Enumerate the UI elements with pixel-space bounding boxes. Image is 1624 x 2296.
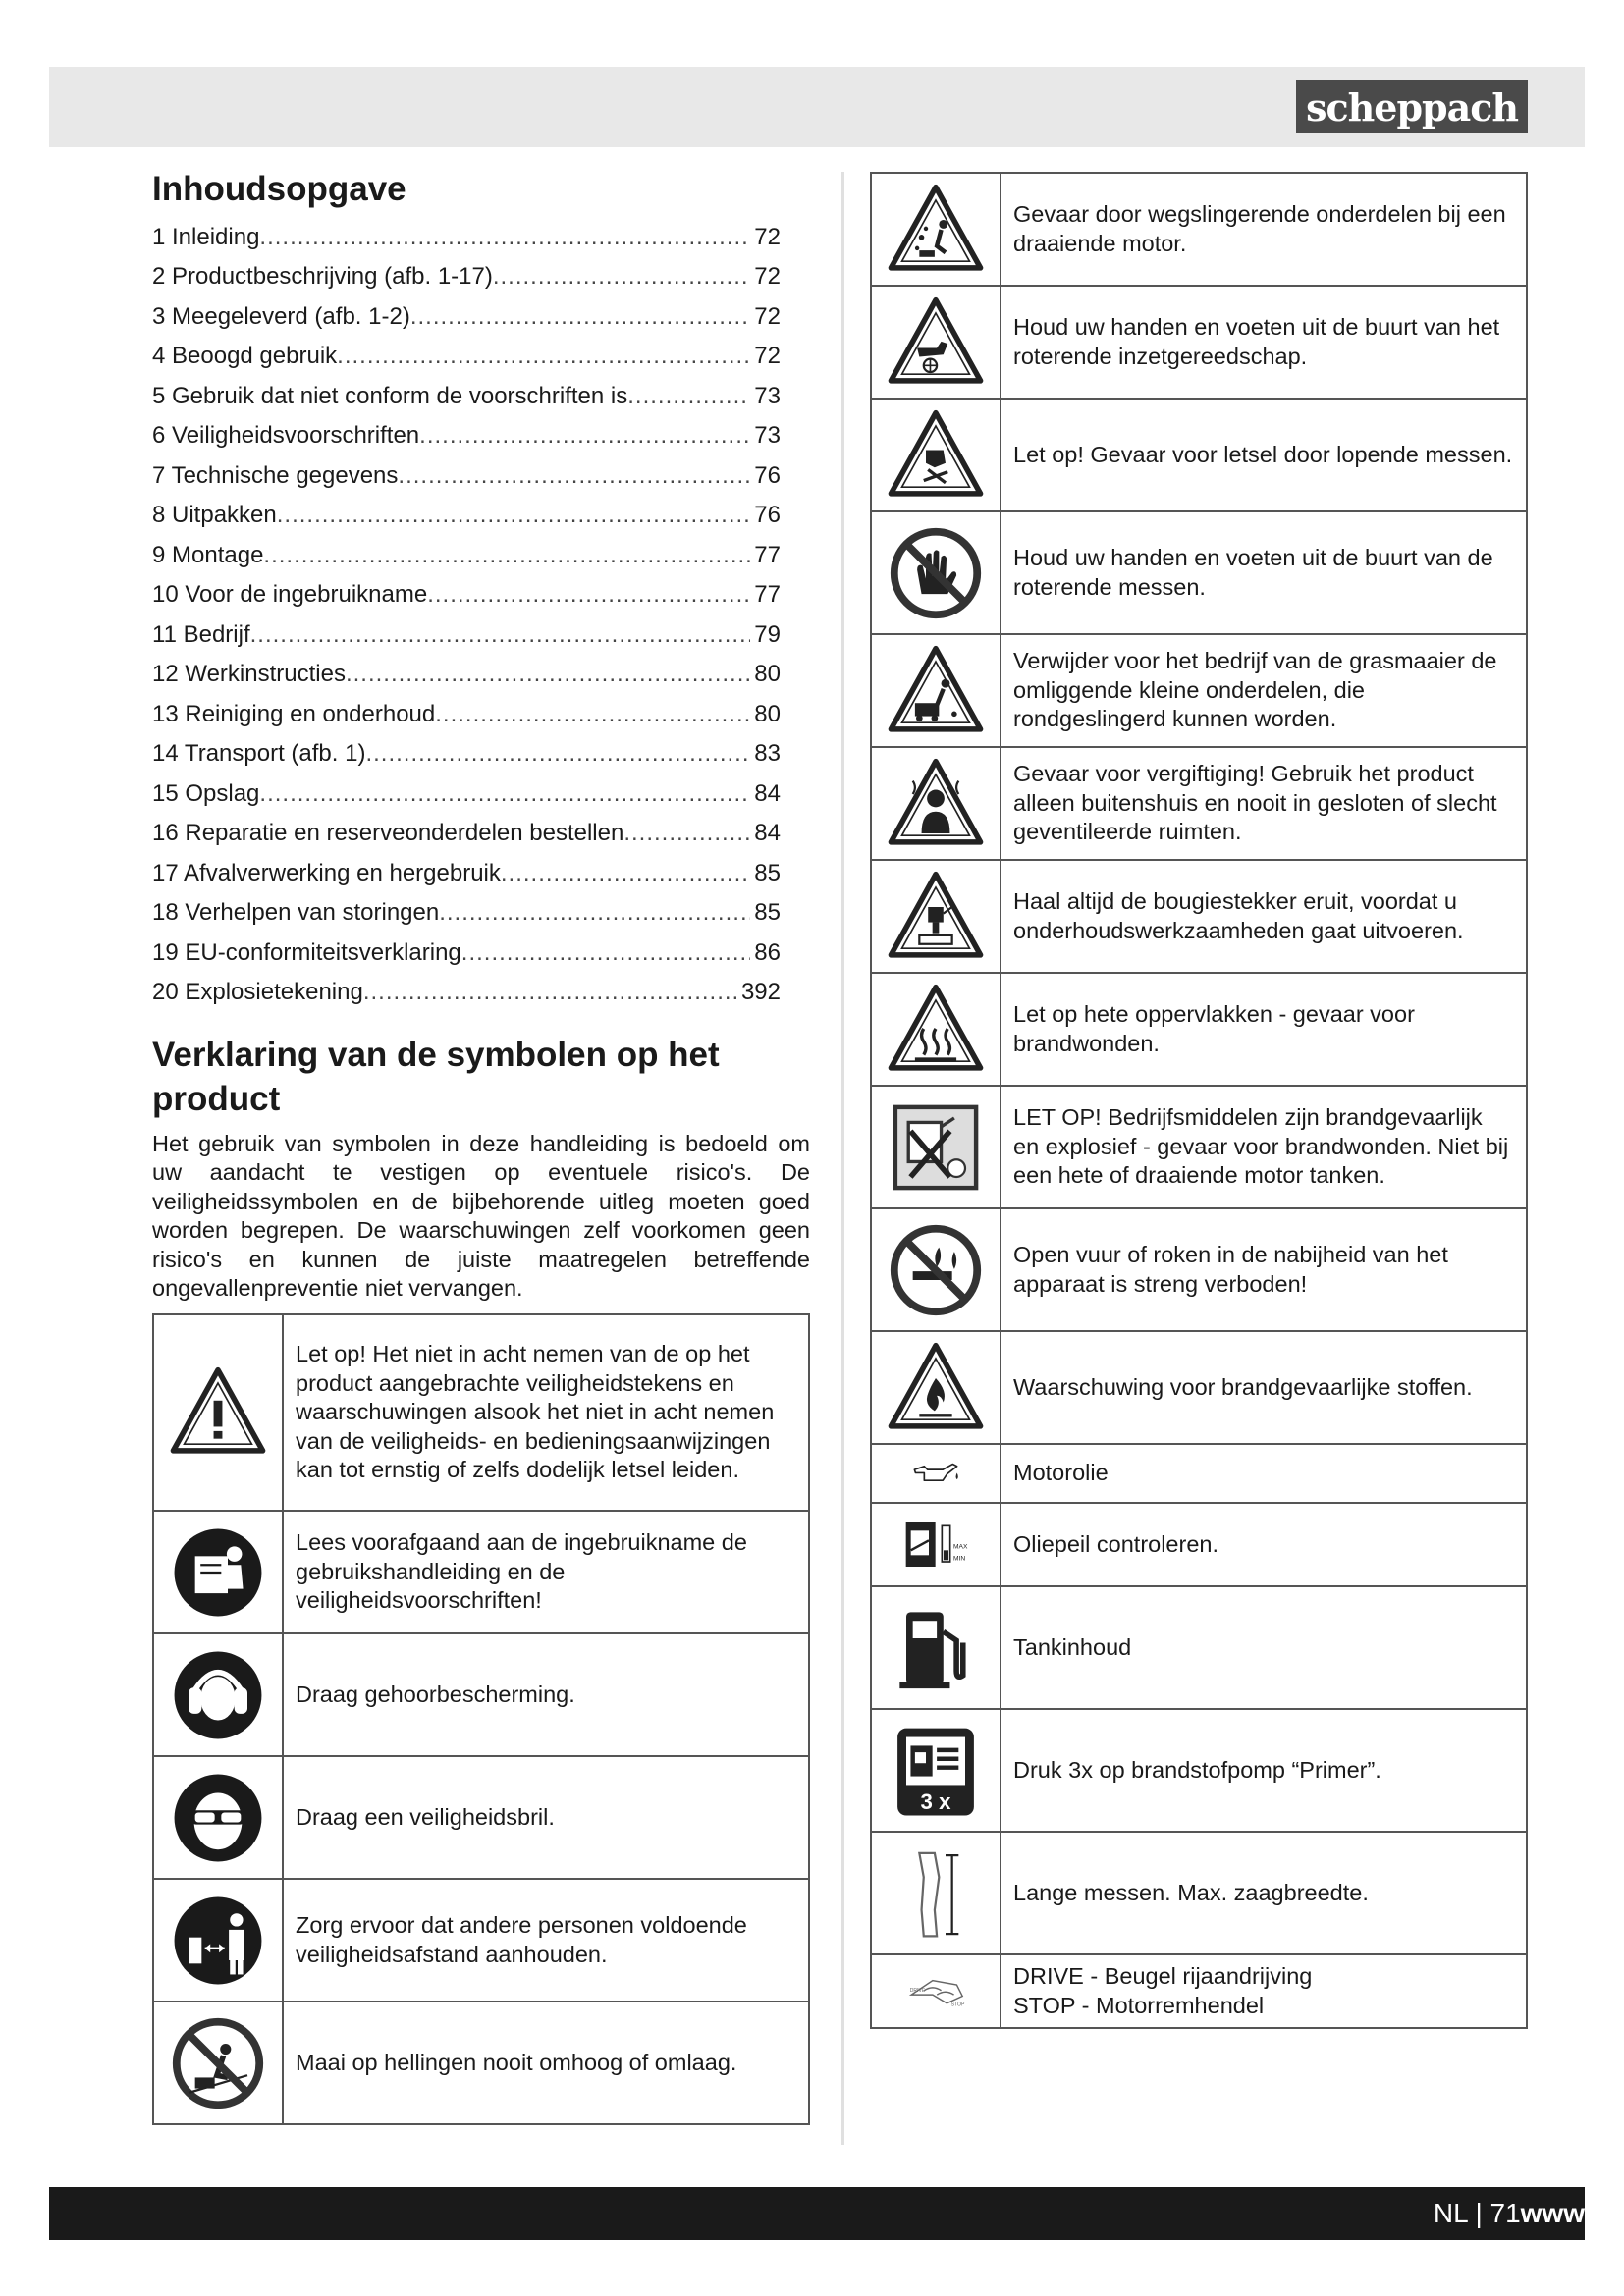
- symbol-row: [871, 1208, 1527, 1331]
- symbol-description: Haal altijd de bougiestekker eruit, voordat u onderhoudswerkzaamheden gaat uitvoeren.: [1001, 860, 1527, 973]
- remove-objects-icon: [872, 642, 1000, 740]
- symbol-row: [871, 1086, 1527, 1208]
- toc-leader-dots: [493, 257, 750, 297]
- symbol-icon-cell: [871, 747, 1001, 860]
- symbol-icon-cell: [871, 286, 1001, 399]
- blade-width-icon: [872, 1844, 1000, 1943]
- toc-item: [152, 814, 781, 854]
- toxic-fumes-icon: [872, 755, 1000, 853]
- toc-leader-dots: [259, 774, 750, 815]
- page-label: NL | 71: [1433, 2198, 1521, 2228]
- toc-item-text: 2 Productbeschrijving (afb. 1-17): [152, 263, 493, 290]
- footer-site: www: [1520, 2198, 1585, 2228]
- symbols-title: Verklaring van de symbolen op het product: [152, 1035, 720, 1118]
- toc-item-text: 11 Bedrijf: [152, 620, 250, 648]
- svg-text:MIN: MIN: [952, 1555, 965, 1563]
- toc-leader-dots: [410, 297, 750, 338]
- general-warning-icon: [154, 1363, 282, 1462]
- primer-icon: [872, 1722, 1000, 1820]
- symbol-description: Tankinhoud: [1001, 1586, 1527, 1709]
- left-symbol-table: [152, 1313, 810, 2125]
- toc-item-page: 83: [754, 740, 781, 767]
- toc-item-page: 72: [754, 223, 781, 250]
- toc-item: [152, 973, 781, 1013]
- toc-leader-dots: [277, 496, 751, 536]
- page-number: [1434, 2187, 1585, 2240]
- keep-hands-away-icon: [872, 524, 1000, 622]
- toc-item-text: 18 Verhelpen van storingen: [152, 899, 440, 926]
- toc-leader-dots: [427, 575, 750, 615]
- toc-item: [152, 456, 781, 497]
- symbol-icon-cell: [153, 1314, 283, 1511]
- safety-glasses-icon: [154, 1769, 282, 1867]
- svg-text:STOP: STOP: [950, 2002, 964, 2008]
- toc-item-page: 392: [740, 979, 781, 1005]
- symbol-description: Open vuur of roken in de nabijheid van het apparaat is streng verboden!: [1001, 1208, 1527, 1331]
- symbol-description: DRIVE - Beugel rijaandrijving STOP - Motorremhendel: [1001, 1954, 1527, 2028]
- symbol-description: Gevaar door wegslingerende onderdelen bij een draaiende motor.: [1001, 173, 1527, 286]
- flammable-icon: [872, 1339, 1000, 1437]
- toc-leader-dots: [627, 377, 750, 417]
- footer-bar: [49, 2187, 1585, 2240]
- symbol-row: [871, 634, 1527, 747]
- symbol-description: Let op hete oppervlakken - gevaar voor brandwonden.: [1001, 973, 1527, 1086]
- symbol-description: Draag een veiligheidsbril.: [283, 1756, 809, 1879]
- symbol-icon-cell: [871, 1709, 1001, 1832]
- read-manual-icon: [154, 1523, 282, 1622]
- column-divider: [841, 172, 844, 2145]
- hot-surface-icon: [872, 981, 1000, 1079]
- toc-leader-dots: [419, 416, 750, 456]
- symbol-description: Houd uw handen en voeten uit de buurt van het roterende inzetgereedschap.: [1001, 286, 1527, 399]
- toc-leader-dots: [439, 893, 750, 934]
- toc-item-page: 85: [754, 899, 781, 926]
- symbol-description: Motorolie: [1001, 1444, 1527, 1503]
- toc-item-page: 84: [754, 820, 781, 846]
- toc-leader-dots: [250, 615, 751, 656]
- toc-leader-dots: [461, 934, 751, 974]
- symbol-icon-cell: [871, 1586, 1001, 1709]
- toc-item-text: 16 Reparatie en reserveonderdelen bestellen: [152, 820, 624, 846]
- toc-item: [152, 734, 781, 774]
- symbol-icon-cell: [153, 1633, 283, 1756]
- toc-leader-dots: [365, 734, 750, 774]
- toc-leader-dots: [346, 655, 750, 695]
- symbol-description: Druk 3x op brandstofpomp “Primer”.: [1001, 1709, 1527, 1832]
- symbol-icon-cell: [871, 1832, 1001, 1954]
- symbol-row: [153, 1756, 809, 1879]
- hand-foot-tool-icon: [872, 294, 1000, 392]
- flying-debris-icon: [872, 181, 1000, 279]
- toc-item: [152, 893, 781, 934]
- symbol-row: [871, 511, 1527, 634]
- toc-item: [152, 496, 781, 536]
- toc-item-page: 73: [754, 422, 781, 449]
- symbol-description: Let op! Het niet in acht nemen van de op het product aangebrachte veiligheidstekens en waarschuwingen alsook het niet in acht nemen van de veiligheids- en bedieningsaanwijzingen kan tot ernstig of zelfs dodelijk letsel leiden.: [283, 1314, 809, 1511]
- symbol-icon-cell: [871, 1086, 1001, 1208]
- svg-text:DRIVE: DRIVE: [909, 1988, 925, 1995]
- symbol-row: [871, 286, 1527, 399]
- toc-item-text: 13 Reiniging en onderhoud: [152, 700, 436, 727]
- toc-leader-dots: [259, 218, 750, 258]
- toc-item-page: 84: [754, 779, 781, 807]
- no-slope-mowing-icon: [154, 2014, 282, 2112]
- symbol-description: LET OP! Bedrijfsmiddelen zijn brandgevaarlijk en explosief - gevaar voor brandwonden. Niet bij een hete of draaiende motor tanken.: [1001, 1086, 1527, 1208]
- toc-item-page: 73: [754, 382, 781, 409]
- toc-item-text: 1 Inleiding: [152, 223, 260, 250]
- toc-leader-dots: [623, 814, 750, 854]
- symbol-row: [871, 1503, 1527, 1586]
- toc-item-page: 80: [754, 700, 781, 727]
- safety-distance-icon: [154, 1892, 282, 1990]
- toc-item: [152, 615, 781, 656]
- symbol-row: [153, 1633, 809, 1756]
- toc-item-page: 72: [754, 302, 781, 330]
- symbol-icon-cell: [871, 399, 1001, 511]
- toc-list: [152, 218, 810, 1013]
- symbol-icon-cell: [153, 1756, 283, 1879]
- toc-item: [152, 934, 781, 974]
- symbol-row: [153, 1314, 809, 1511]
- symbol-icon-cell: [871, 1503, 1001, 1586]
- toc-item-page: 79: [754, 620, 781, 648]
- symbol-row: [871, 747, 1527, 860]
- symbol-description: Lange messen. Max. zaagbreedte.: [1001, 1832, 1527, 1954]
- symbol-row: [871, 1444, 1527, 1503]
- toc-item-text: 9 Montage: [152, 541, 264, 568]
- toc-item: [152, 297, 781, 338]
- toc-item: [152, 377, 781, 417]
- symbol-icon-cell: [871, 1954, 1001, 2028]
- symbol-row: [871, 1954, 1527, 2028]
- toc-item: [152, 536, 781, 576]
- toc-item: [152, 774, 781, 815]
- toc-item-text: 3 Meegeleverd (afb. 1-2): [152, 302, 410, 330]
- toc-item-page: 72: [754, 343, 781, 369]
- toc-item: [152, 655, 781, 695]
- toc-item: [152, 257, 781, 297]
- fuel-pump-icon: [872, 1599, 1000, 1697]
- right-symbol-table: [870, 172, 1528, 2029]
- toc-item-text: 14 Transport (afb. 1): [152, 740, 366, 767]
- svg-text:MAX: MAX: [952, 1543, 967, 1551]
- symbol-row: [871, 399, 1527, 511]
- symbol-description: Waarschuwing voor brandgevaarlijke stoffen.: [1001, 1331, 1527, 1444]
- symbol-description: Verwijder voor het bedrijf van de grasmaaier de omliggende kleine onderdelen, die rondgeslingerd kunnen worden.: [1001, 634, 1527, 747]
- symbols-intro: Het gebruik van symbolen in deze handleiding is bedoeld om uw aandacht te vestigen op eventuele risico's. De veiligheidssymbolen en de bijbehorende uitleg moeten goed worden begrepen. De waarschuwingen zelf voorkomen geen risico's en kunnen de juiste maatregelen betreffende ongevallenpreventie niet vervangen.: [152, 1130, 810, 1301]
- toc-item: [152, 416, 781, 456]
- toc-item: [152, 337, 781, 377]
- toc-item: [152, 695, 781, 735]
- symbol-row: [871, 1586, 1527, 1709]
- toc-item-text: 7 Technische gegevens: [152, 461, 399, 489]
- toc-item-page: 80: [754, 661, 781, 687]
- toc-item-text: 20 Explosietekening: [152, 979, 363, 1005]
- toc-leader-dots: [435, 695, 750, 735]
- toc-title: Inhoudsopgave: [152, 170, 406, 208]
- brand-logo: scheppach: [1296, 80, 1528, 133]
- toc-item-page: 76: [754, 502, 781, 528]
- symbol-row: [871, 973, 1527, 1086]
- left-column: [152, 167, 810, 1304]
- symbol-icon-cell: [153, 1879, 283, 2002]
- symbol-description: Zorg ervoor dat andere personen voldoende veiligheidsafstand aanhouden.: [283, 1879, 809, 2002]
- symbol-description: Lees voorafgaand aan de ingebruikname de gebruikshandleiding en de veiligheidsvoorschriften!: [283, 1511, 809, 1633]
- toc-item-text: 19 EU-conformiteitsverklaring: [152, 938, 461, 966]
- symbol-icon-cell: [871, 860, 1001, 973]
- no-fire-smoking-icon: [872, 1221, 1000, 1319]
- spark-plug-icon: [872, 868, 1000, 966]
- symbol-row: [871, 1709, 1527, 1832]
- symbol-icon-cell: [871, 173, 1001, 286]
- toc-item-text: 15 Opslag: [152, 779, 260, 807]
- ear-protection-icon: [154, 1646, 282, 1744]
- toc-leader-dots: [263, 536, 750, 576]
- symbol-icon-cell: [871, 634, 1001, 747]
- symbol-row: [871, 173, 1527, 286]
- symbol-icon-cell: [871, 511, 1001, 634]
- symbol-icon-cell: [871, 973, 1001, 1086]
- toc-leader-dots: [398, 456, 750, 497]
- symbol-row: [153, 2002, 809, 2124]
- toc-item-page: 77: [754, 541, 781, 568]
- symbol-row: [871, 1832, 1527, 1954]
- symbol-description: Draag gehoorbescherming.: [283, 1633, 809, 1756]
- toc-item-page: 72: [754, 263, 781, 290]
- toc-item-text: 12 Werkinstructies: [152, 661, 346, 687]
- toc-item-page: 76: [754, 461, 781, 489]
- symbol-description: Let op! Gevaar voor letsel door lopende messen.: [1001, 399, 1527, 511]
- toc-item: [152, 218, 781, 258]
- toc-leader-dots: [501, 854, 750, 894]
- toc-item-page: 77: [754, 581, 781, 608]
- svg-text:3 x: 3 x: [920, 1789, 951, 1814]
- symbol-row: [153, 1879, 809, 2002]
- symbol-icon-cell: [871, 1444, 1001, 1503]
- toc-item-text: 17 Afvalverwerking en hergebruik: [152, 859, 501, 886]
- symbol-icon-cell: [153, 2002, 283, 2124]
- toc-leader-dots: [337, 337, 750, 377]
- symbol-description: Oliepeil controleren.: [1001, 1503, 1527, 1586]
- drive-stop-lever-icon: [872, 1959, 1000, 2023]
- symbol-icon-cell: [871, 1208, 1001, 1331]
- toc-item: [152, 854, 781, 894]
- engine-oil-icon: [872, 1449, 1000, 1498]
- header-bar: [49, 67, 1585, 147]
- symbol-row: [153, 1511, 809, 1633]
- symbol-description: Maai op hellingen nooit omhoog of omlaag.: [283, 2002, 809, 2124]
- toc-item-page: 86: [754, 938, 781, 966]
- toc-item-text: 4 Beoogd gebruik: [152, 343, 338, 369]
- toc-item-text: 5 Gebruik dat niet conform de voorschriften is: [152, 382, 628, 409]
- toc-item-text: 10 Voor de ingebruikname: [152, 581, 428, 608]
- toc-item-text: 8 Uitpakken: [152, 502, 277, 528]
- rotating-blades-icon: [872, 406, 1000, 505]
- symbol-description: Houd uw handen en voeten uit de buurt van de roterende messen.: [1001, 511, 1527, 634]
- symbol-description: Gevaar voor vergiftiging! Gebruik het product alleen buitenshuis en nooit in gesloten of slecht geventileerde ruimten.: [1001, 747, 1527, 860]
- symbol-icon-cell: [153, 1511, 283, 1633]
- toc-item-text: 6 Veiligheidsvoorschriften: [152, 422, 420, 449]
- toc-item: [152, 575, 781, 615]
- toc-leader-dots: [363, 973, 737, 1013]
- symbol-row: [871, 860, 1527, 973]
- oil-level-icon: [872, 1508, 1000, 1581]
- toc-item-page: 85: [754, 859, 781, 886]
- symbol-row: [871, 1331, 1527, 1444]
- no-refuel-hot-icon: [872, 1098, 1000, 1197]
- symbol-icon-cell: [871, 1331, 1001, 1444]
